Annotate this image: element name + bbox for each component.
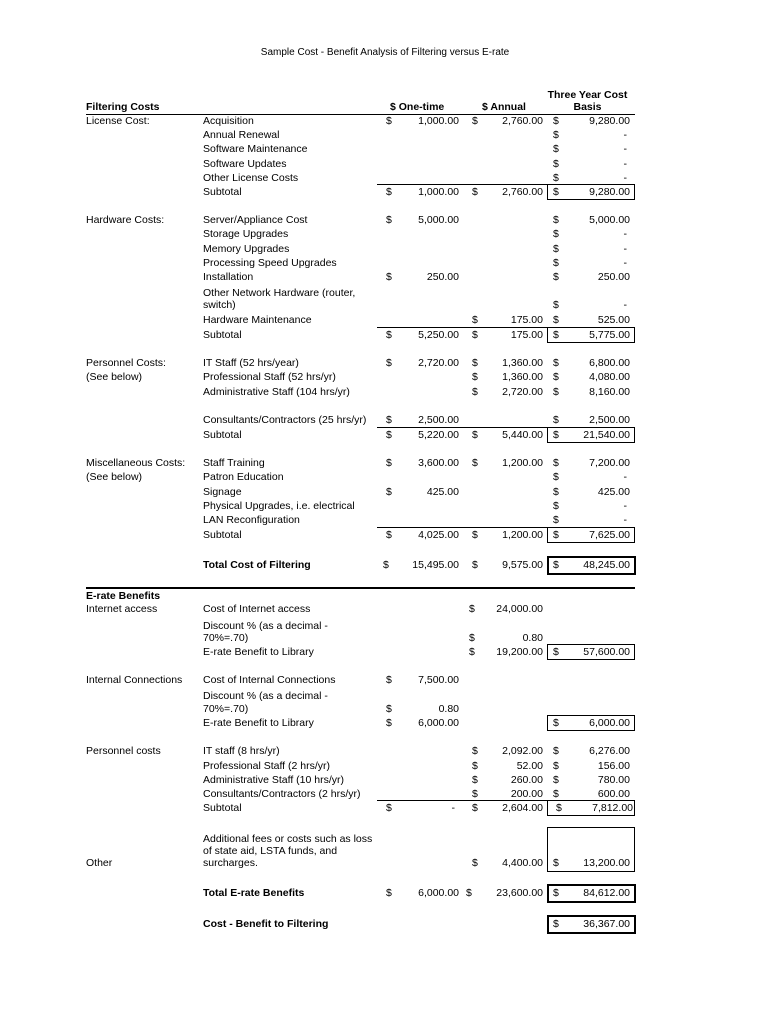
three-year-value: 5,000.00 (589, 214, 630, 226)
onetime-value: 3,600.00 (418, 457, 459, 469)
header-three-year: Three Year Cost (547, 89, 628, 101)
currency-sign: $ (553, 299, 559, 311)
misc-label: Miscellaneous Costs: (86, 457, 186, 469)
erate-personnel-label: Personnel costs (86, 745, 161, 757)
row-label: Discount % (as a decimal - (203, 690, 328, 702)
currency-sign: $ (553, 257, 559, 269)
row-label: 70%=.70) (203, 703, 249, 715)
currency-sign: $ (553, 857, 559, 869)
subtotal-label: Subtotal (203, 429, 242, 441)
annual-value: 1,200.00 (502, 529, 543, 541)
three-year-value: - (623, 129, 627, 141)
three-year-value: 5,775.00 (589, 329, 630, 341)
onetime-value: 1,000.00 (418, 186, 459, 198)
currency-sign: $ (386, 115, 392, 127)
currency-sign: $ (553, 514, 559, 526)
currency-sign: $ (553, 329, 559, 341)
row-label: IT Staff (52 hrs/year) (203, 357, 299, 369)
currency-sign: $ (472, 386, 478, 398)
subtotal-label: Subtotal (203, 186, 242, 198)
total-cost-label: Total Cost of Filtering (203, 559, 311, 571)
row-label: Annual Renewal (203, 129, 280, 141)
currency-sign: $ (472, 529, 478, 541)
annual-value: 5,440.00 (502, 429, 543, 441)
row-label: Discount % (as a decimal - (203, 620, 328, 632)
currency-sign: $ (472, 457, 478, 469)
currency-sign: $ (553, 646, 559, 658)
three-year-value: 57,600.00 (583, 646, 630, 658)
row-label: 70%=.70) (203, 632, 249, 644)
annual-value: 24,000.00 (496, 603, 543, 615)
three-year-value: 6,276.00 (589, 745, 630, 757)
currency-sign: $ (553, 243, 559, 255)
three-year-value: 8,160.00 (589, 386, 630, 398)
annual-value: 9,575.00 (502, 559, 543, 571)
currency-sign: $ (386, 674, 392, 686)
onetime-value: 5,000.00 (418, 214, 459, 226)
three-year-value: 36,367.00 (583, 918, 630, 930)
currency-sign: $ (472, 371, 478, 383)
onetime-value: 1,000.00 (418, 115, 459, 127)
three-year-value: 6,000.00 (589, 717, 630, 729)
three-year-value: - (623, 500, 627, 512)
onetime-value: - (451, 802, 455, 814)
three-year-value: - (623, 471, 627, 483)
three-year-value: 250.00 (597, 271, 630, 283)
row-label: Acquisition (203, 115, 254, 127)
three-year-value: 9,280.00 (589, 186, 630, 198)
three-year-value: - (623, 257, 627, 269)
row-label: Professional Staff (52 hrs/yr) (203, 371, 336, 383)
currency-sign: $ (469, 646, 475, 658)
currency-sign: $ (472, 788, 478, 800)
row-label: E-rate Benefit to Library (203, 646, 314, 658)
currency-sign: $ (553, 745, 559, 757)
currency-sign: $ (472, 802, 478, 814)
currency-sign: $ (553, 228, 559, 240)
row-label: Storage Upgrades (203, 228, 289, 240)
three-year-value: 600.00 (597, 788, 630, 800)
three-year-value: 7,625.00 (589, 529, 630, 541)
onetime-value: 15,495.00 (412, 559, 459, 571)
currency-sign: $ (386, 271, 392, 283)
erate-header: E-rate Benefits (86, 590, 161, 602)
row-label: E-rate Benefit to Library (203, 717, 314, 729)
annual-value: 23,600.00 (496, 887, 543, 899)
currency-sign: $ (553, 371, 559, 383)
row-label: Administrative Staff (104 hrs/yr) (203, 386, 350, 398)
three-year-value: - (623, 158, 627, 170)
onetime-value: 6,000.00 (418, 887, 459, 899)
currency-sign: $ (553, 887, 559, 899)
currency-sign: $ (466, 887, 472, 899)
three-year-value: 4,080.00 (589, 371, 630, 383)
annual-value: 1,360.00 (502, 371, 543, 383)
annual-value: 2,604.00 (502, 802, 543, 814)
currency-sign: $ (386, 414, 392, 426)
currency-sign: $ (472, 774, 478, 786)
three-year-value: - (623, 299, 627, 311)
row-label: Signage (203, 486, 242, 498)
currency-sign: $ (469, 603, 475, 615)
currency-sign: $ (553, 158, 559, 170)
currency-sign: $ (386, 457, 392, 469)
row-label: Installation (203, 271, 254, 283)
currency-sign: $ (386, 887, 392, 899)
onetime-value: 6,000.00 (418, 717, 459, 729)
currency-sign: $ (472, 186, 478, 198)
row-label: Consultants/Contractors (2 hrs/yr) (203, 788, 361, 800)
onetime-value: 2,500.00 (418, 414, 459, 426)
annual-value: 4,400.00 (502, 857, 543, 869)
annual-value: 1,200.00 (502, 457, 543, 469)
currency-sign: $ (553, 559, 559, 571)
header-onetime: $ One-time (390, 101, 445, 113)
three-year-value: 780.00 (597, 774, 630, 786)
other-label: Other (86, 857, 113, 869)
other-desc: Additional fees or costs such as loss (203, 833, 373, 845)
annual-value: 2,760.00 (502, 115, 543, 127)
annual-value: 200.00 (510, 788, 543, 800)
currency-sign: $ (553, 271, 559, 283)
currency-sign: $ (386, 703, 392, 715)
row-label: Memory Upgrades (203, 243, 290, 255)
currency-sign: $ (386, 529, 392, 541)
three-year-value: 425.00 (597, 486, 630, 498)
row-label: Cost of Internet access (203, 603, 311, 615)
net-label: Cost - Benefit to Filtering (203, 918, 329, 930)
currency-sign: $ (553, 386, 559, 398)
annual-value: 260.00 (510, 774, 543, 786)
annual-value: 52.00 (516, 760, 543, 772)
currency-sign: $ (386, 429, 392, 441)
currency-sign: $ (553, 471, 559, 483)
row-label: Hardware Maintenance (203, 314, 312, 326)
three-year-value: 48,245.00 (583, 559, 630, 571)
currency-sign: $ (553, 717, 559, 729)
currency-sign: $ (553, 214, 559, 226)
three-year-value: - (623, 172, 627, 184)
currency-sign: $ (472, 429, 478, 441)
row-label: Professional Staff (2 hrs/yr) (203, 760, 331, 772)
onetime-value: 5,250.00 (418, 329, 459, 341)
currency-sign: $ (472, 857, 478, 869)
currency-sign: $ (553, 186, 559, 198)
row-label: LAN Reconfiguration (203, 514, 300, 526)
license-label: License Cost: (86, 115, 150, 127)
currency-sign: $ (386, 802, 392, 814)
three-year-value: - (623, 228, 627, 240)
row-label: Other License Costs (203, 172, 299, 184)
hardware-label: Hardware Costs: (86, 214, 165, 226)
onetime-value: 0.80 (438, 703, 459, 715)
three-year-value: 21,540.00 (583, 429, 630, 441)
header-filtering-costs: Filtering Costs (86, 101, 160, 113)
annual-value: 175.00 (510, 329, 543, 341)
row-label: Physical Upgrades, i.e. electrical (203, 500, 355, 512)
other-desc: of state aid, LSTA funds, and (203, 845, 338, 857)
other-desc: surcharges. (203, 857, 258, 869)
annual-value: 2,092.00 (502, 745, 543, 757)
three-year-value: 7,200.00 (589, 457, 630, 469)
three-year-value: 13,200.00 (583, 857, 630, 869)
three-year-value: 525.00 (597, 314, 630, 326)
internal-label: Internal Connections (86, 674, 183, 686)
currency-sign: $ (553, 457, 559, 469)
onetime-value: 250.00 (426, 271, 459, 283)
header-three-year-basis: Basis (573, 101, 602, 113)
row-label: Consultants/Contractors (25 hrs/yr) (203, 414, 367, 426)
row-label: Software Maintenance (203, 143, 308, 155)
three-year-value: 84,612.00 (583, 887, 630, 899)
currency-sign: $ (386, 486, 392, 498)
row-label: Processing Speed Upgrades (203, 257, 337, 269)
annual-value: 1,360.00 (502, 357, 543, 369)
currency-sign: $ (469, 632, 475, 644)
currency-sign: $ (553, 760, 559, 772)
currency-sign: $ (386, 717, 392, 729)
currency-sign: $ (553, 429, 559, 441)
currency-sign: $ (386, 329, 392, 341)
personnel-label: Personnel Costs: (86, 357, 166, 369)
annual-value: 175.00 (510, 314, 543, 326)
currency-sign: $ (472, 559, 478, 571)
row-label: Patron Education (203, 471, 284, 483)
currency-sign: $ (553, 500, 559, 512)
currency-sign: $ (472, 115, 478, 127)
total-erate-label: Total E-rate Benefits (203, 887, 305, 899)
onetime-value: 2,720.00 (418, 357, 459, 369)
subtotal-label: Subtotal (203, 802, 242, 814)
currency-sign: $ (553, 357, 559, 369)
onetime-value: 425.00 (426, 486, 459, 498)
row-label: switch) (203, 299, 236, 311)
currency-sign: $ (553, 172, 559, 184)
currency-sign: $ (553, 129, 559, 141)
currency-sign: $ (383, 559, 389, 571)
currency-sign: $ (386, 214, 392, 226)
misc-note: (See below) (86, 471, 143, 483)
currency-sign: $ (553, 788, 559, 800)
internet-label: Internet access (86, 603, 158, 615)
annual-value: 19,200.00 (496, 646, 543, 658)
currency-sign: $ (553, 529, 559, 541)
currency-sign: $ (553, 414, 559, 426)
three-year-value: - (623, 143, 627, 155)
header-annual: $ Annual (482, 101, 526, 113)
three-year-value: 156.00 (597, 760, 630, 772)
currency-sign: $ (472, 760, 478, 772)
currency-sign: $ (553, 774, 559, 786)
currency-sign: $ (553, 115, 559, 127)
currency-sign: $ (472, 357, 478, 369)
currency-sign: $ (553, 143, 559, 155)
annual-value: 2,760.00 (502, 186, 543, 198)
currency-sign: $ (472, 745, 478, 757)
three-year-value: 2,500.00 (589, 414, 630, 426)
row-label: Cost of Internal Connections (203, 674, 336, 686)
row-label: Software Updates (203, 158, 287, 170)
onetime-value: 7,500.00 (418, 674, 459, 686)
three-year-value: - (623, 243, 627, 255)
row-label: Administrative Staff (10 hrs/yr) (203, 774, 345, 786)
annual-value: 0.80 (522, 632, 543, 644)
row-label: Server/Appliance Cost (203, 214, 308, 226)
three-year-value: - (623, 514, 627, 526)
onetime-value: 5,220.00 (418, 429, 459, 441)
annual-value: 2,720.00 (502, 386, 543, 398)
row-label: Staff Training (203, 457, 265, 469)
three-year-value: 7,812.00 (592, 802, 633, 814)
currency-sign: $ (553, 918, 559, 930)
currency-sign: $ (556, 802, 562, 814)
three-year-value: 9,280.00 (589, 115, 630, 127)
row-label: IT staff (8 hrs/yr) (203, 745, 280, 757)
currency-sign: $ (386, 357, 392, 369)
section-divider (86, 587, 635, 589)
onetime-value: 4,025.00 (418, 529, 459, 541)
personnel-note: (See below) (86, 371, 143, 383)
row-label: Other Network Hardware (router, (203, 287, 356, 299)
currency-sign: $ (553, 314, 559, 326)
currency-sign: $ (386, 186, 392, 198)
currency-sign: $ (553, 486, 559, 498)
page-title: Sample Cost - Benefit Analysis of Filtering versus E-rate (260, 47, 510, 58)
currency-sign: $ (472, 329, 478, 341)
subtotal-label: Subtotal (203, 529, 242, 541)
currency-sign: $ (472, 314, 478, 326)
three-year-value: 6,800.00 (589, 357, 630, 369)
subtotal-label: Subtotal (203, 329, 242, 341)
